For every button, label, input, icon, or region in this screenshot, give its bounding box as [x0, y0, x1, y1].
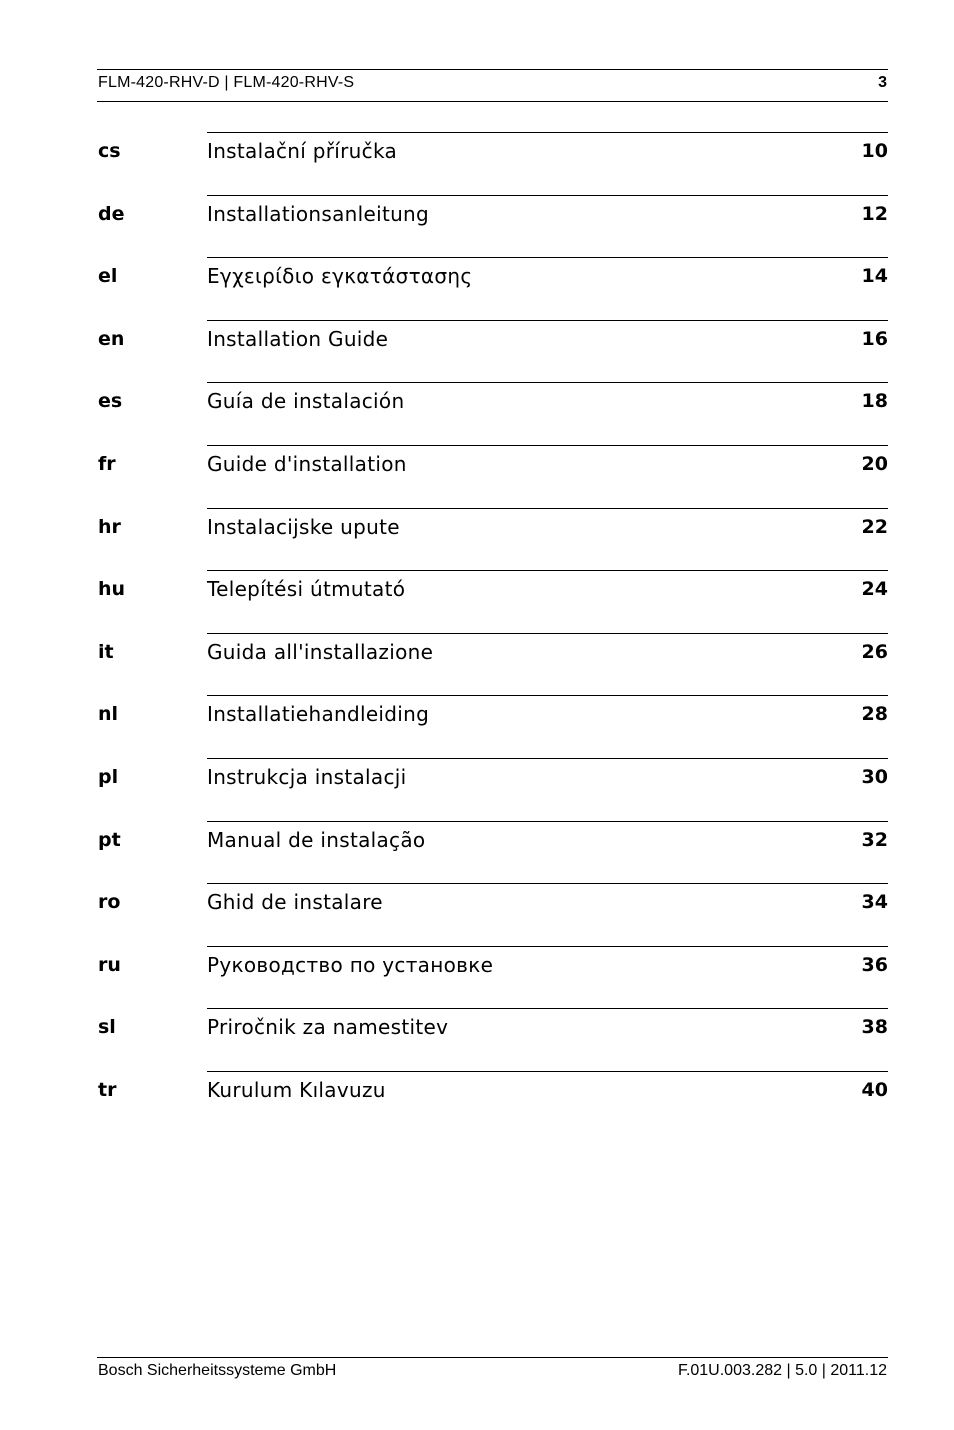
toc-entry-de[interactable]: [97, 195, 888, 258]
toc-entry-tr[interactable]: [97, 1071, 888, 1134]
toc-entry-page: 22: [861, 515, 888, 538]
toc-entry-title[interactable]: Руководство по установке: [207, 952, 494, 977]
toc-entry-page: 10: [861, 140, 888, 162]
toc-entry-page: 12: [861, 202, 888, 225]
toc-entry-el[interactable]: [97, 257, 888, 320]
toc-entry-page: 36: [861, 953, 888, 976]
toc-entry-sl[interactable]: [97, 1008, 888, 1071]
language-code: es: [98, 390, 123, 413]
toc-entry-nl[interactable]: [97, 695, 888, 758]
document-title: FLM-420-RHV-D | FLM-420-RHV-S: [98, 74, 355, 91]
toc-entry-hr[interactable]: [97, 508, 888, 571]
toc-entry-en[interactable]: [97, 320, 888, 383]
language-code: de: [98, 202, 125, 225]
table-of-contents: [97, 132, 888, 1134]
toc-entry-hu[interactable]: [97, 570, 888, 633]
toc-entry-ro[interactable]: [97, 883, 888, 946]
language-code: it: [98, 640, 114, 663]
toc-entry-page: 24: [861, 578, 888, 601]
page-header: [97, 69, 888, 102]
toc-entry-page: 26: [861, 640, 888, 663]
language-code: cs: [98, 140, 121, 162]
company-name: Bosch Sicherheitssysteme GmbH: [98, 1362, 337, 1379]
toc-entry-title[interactable]: Instrukcja instalacji: [207, 764, 407, 789]
toc-entry-page: 32: [861, 828, 888, 851]
toc-entry-cs[interactable]: [97, 132, 888, 195]
page-footer: [97, 1357, 888, 1388]
toc-entry-title[interactable]: Instalační příručka: [207, 139, 398, 163]
toc-entry-page: 18: [861, 390, 888, 413]
toc-entry-page: 30: [861, 765, 888, 788]
toc-entry-title[interactable]: Εγχειρίδιο εγκατάστασης: [207, 264, 473, 289]
language-code: el: [98, 265, 118, 288]
toc-entry-pt[interactable]: [97, 821, 888, 884]
toc-entry-page: 38: [861, 1016, 888, 1039]
toc-entry-page: 34: [861, 891, 888, 914]
toc-entry-page: 28: [861, 703, 888, 726]
language-code: nl: [98, 703, 119, 726]
page-number: 3: [878, 74, 887, 91]
toc-entry-title[interactable]: Priročnik za namestitev: [207, 1015, 449, 1040]
toc-entry-title[interactable]: Guida all'installazione: [207, 639, 434, 664]
language-code: sl: [98, 1016, 116, 1039]
toc-entry-title[interactable]: Telepítési útmutató: [207, 577, 406, 602]
language-code: ru: [98, 953, 121, 976]
toc-entry-it[interactable]: [97, 633, 888, 696]
toc-entry-title[interactable]: Guía de instalación: [207, 389, 405, 414]
toc-entry-title[interactable]: Guide d'installation: [207, 451, 407, 476]
toc-entry-pl[interactable]: [97, 758, 888, 821]
language-code: en: [98, 327, 125, 350]
language-code: hu: [98, 578, 126, 601]
toc-entry-page: 40: [861, 1078, 888, 1101]
language-code: ro: [98, 891, 121, 914]
toc-entry-page: 20: [861, 452, 888, 475]
toc-entry-title[interactable]: Installatiehandleiding: [207, 702, 430, 727]
toc-entry-page: 14: [861, 265, 888, 288]
language-code: hr: [98, 515, 121, 538]
toc-entry-title[interactable]: Kurulum Kılavuzu: [207, 1077, 386, 1102]
toc-entry-fr[interactable]: [97, 445, 888, 508]
language-code: tr: [98, 1078, 117, 1101]
toc-entry-es[interactable]: [97, 382, 888, 445]
toc-entry-title[interactable]: Installationsanleitung: [207, 201, 430, 226]
toc-entry-title[interactable]: Manual de instalação: [207, 827, 426, 852]
language-code: pt: [98, 828, 121, 851]
document-info: F.01U.003.282 | 5.0 | 2011.12: [677, 1362, 887, 1379]
toc-entry-title[interactable]: Instalacijske upute: [207, 514, 400, 539]
language-code: fr: [98, 452, 116, 475]
toc-entry-title[interactable]: Installation Guide: [207, 326, 389, 351]
toc-entry-page: 16: [861, 327, 888, 350]
language-code: pl: [98, 765, 119, 788]
toc-entry-ru[interactable]: [97, 946, 888, 1009]
toc-entry-title[interactable]: Ghid de instalare: [207, 890, 383, 915]
